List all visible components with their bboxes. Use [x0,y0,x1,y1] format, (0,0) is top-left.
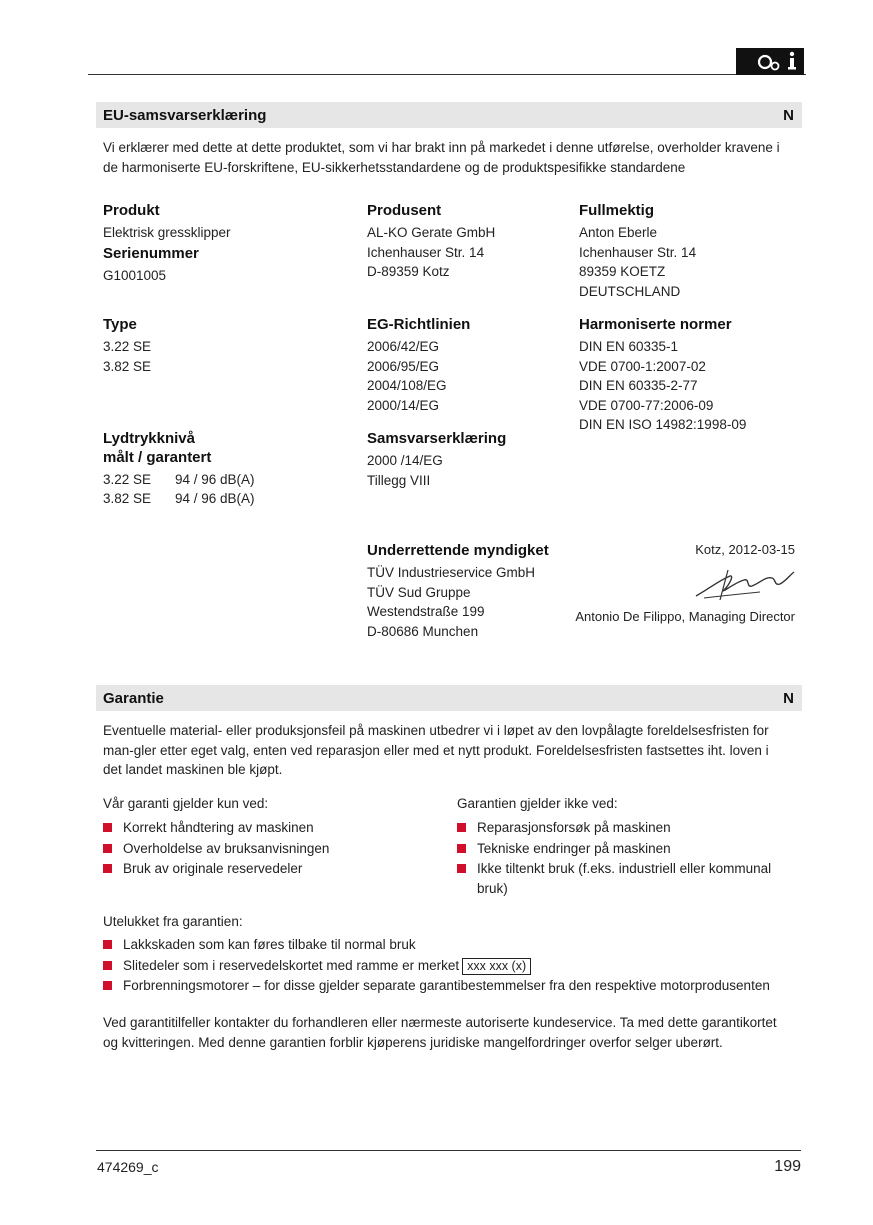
lyd-value: 94 / 96 dB(A) [175,491,255,506]
not-applies-title: Garantien gjelder ikke ved: [457,796,618,811]
lyd-label: Lydtrykknivå [103,430,195,447]
norm-item: VDE 0700-77:2006-09 [579,397,714,413]
myndighet-line: Westendstraße 199 [367,604,485,619]
richtlinie-item: 2004/108/EG [367,378,447,393]
list-item [457,859,777,898]
produsent-line: D-89359 Kotz [367,264,450,279]
eu-intro: Vi erklærer med dette at dette produktet, som vi har brakt inn på markedet i denne utførelse, overholder kravene i de harmoniserte EU-forskriftene, EU-sikkerhetsstandardene og de produktspesifikke standardene [103,140,780,175]
bullet-square-icon [457,823,466,832]
footer-rule [96,1150,801,1151]
richtlinie-item: 2006/42/EG [367,339,440,354]
garanti-language-tag: N [783,690,794,707]
produsent-label: Produsent [367,202,442,219]
richtlinien-list [367,337,447,415]
normer-label: Harmoniserte normer [579,316,732,333]
signature-image [690,566,800,606]
list-item [103,859,433,879]
produsent-line: Ichenhauser Str. 14 [367,244,485,260]
bullet-square-icon [457,844,466,853]
lyd-row [103,489,255,509]
norm-item: VDE 0700-1:2007-02 [579,358,706,374]
produkt-label: Produkt [103,202,160,219]
list-item-text: Ikke tiltenkt bruk (f.eks. industriell eller kommunal bruk) [477,861,772,896]
myndighet-line: D-80686 Munchen [367,623,479,639]
place-date: Kotz, 2012-03-15 [695,542,795,557]
bullet-square-icon [457,864,466,873]
list-item-text: Bruk av originale reservedeler [123,861,303,876]
fullmektig-label: Fullmektig [579,202,655,219]
fullmektig-line: 89359 KOETZ [579,264,666,279]
lyd-value: 94 / 96 dB(A) [175,472,255,487]
bullet-square-icon [103,844,112,853]
applies-title: Vår garanti gjelder kun ved: [103,796,269,811]
list-item-text: Lakkskaden som kan føres tilbake til normal bruk [123,937,416,952]
myndighet-label: Underrettende myndigket [367,542,549,559]
list-item [103,976,793,996]
lyd-model: 3.22 SE [103,472,152,487]
list-item-text: Forbrenningsmotorer – for disse gjelder separate garantibestemmelser fra den respektive motorprodusenten [123,978,770,993]
norm-item: DIN EN 60335-1 [579,339,679,354]
list-item [103,956,793,976]
gear-info-icon [736,48,804,75]
list-item [103,935,793,955]
samsvar-list [367,451,443,490]
excluded-list [103,935,793,997]
garanti-section-title: Garantie [103,690,164,707]
list-item [457,839,777,859]
eu-section-title: EU-samsvarserklæring [103,107,267,124]
bullet-square-icon [103,823,112,832]
lyd-sublabel: målt / garantert [103,449,212,466]
page-number: 199 [774,1158,801,1175]
excluded-title: Utelukket fra garantien: [103,914,243,929]
list-item-text: Tekniske endringer på maskinen [477,840,671,856]
type-item: 3.82 SE [103,358,152,374]
garanti-section-header [96,685,802,711]
fullmektig-line: DEUTSCHLAND [579,283,681,299]
fullmektig-address [579,223,696,301]
richtlinie-item: 2000/14/EG [367,397,440,413]
samsvar-item: 2000 /14/EG [367,453,443,468]
serienummer-label: Serienummer [103,245,199,262]
list-item-text: Overholdelse av bruksanvisningen [123,840,330,856]
type-item: 3.22 SE [103,339,152,354]
garanti-intro: Eventuelle material- eller produksjonsfeil på maskinen utbedrer vi i løpet av den lovpålagte foreldelsesfristen for man-gler etter eget valg, enten ved reparasjon eller med et nytt produkt. Foreldelsesfristen fastsettes iht. loven i det landet maskinen ble kjøpt. [103,723,769,777]
garanti-closing: Ved garantitilfeller kontakter du forhandleren eller nærmeste autoriserte kundeservice. Ta med dette garantikortet og kvitteringen. Med denne garantien forblir kjøperens juridiske mangelfordringer overfor selger uberørt. [103,1015,777,1050]
bullet-square-icon [103,981,112,990]
applies-list [103,818,433,880]
list-item-text [123,956,531,976]
normer-list [579,337,746,435]
myndighet-address [367,563,535,641]
bullet-square-icon [103,961,112,970]
eu-section-header [96,102,802,128]
norm-item: DIN EN 60335-2-77 [579,378,698,393]
bullet-square-icon [103,940,112,949]
list-item [103,818,433,838]
produsent-line: AL-KO Gerate GmbH [367,225,496,240]
doc-number: 474269_c [97,1159,159,1175]
type-label: Type [103,316,137,333]
fullmektig-line: Ichenhauser Str. 14 [579,244,697,260]
not-applies-list [457,818,777,899]
norm-item: DIN EN ISO 14982:1998-09 [579,417,747,432]
list-item-text: Korrekt håndtering av maskinen [123,820,314,835]
signatory: Antonio De Filippo, Managing Director [575,609,795,624]
list-item [103,839,433,859]
lyd-row [103,470,255,490]
samsvar-item: Tillegg VIII [367,472,431,488]
serienummer-value: G1001005 [103,268,167,283]
type-list [103,337,151,376]
list-item-text: Reparasjonsforsøk på maskinen [477,820,671,835]
richtlinie-item: 2006/95/EG [367,358,440,374]
fullmektig-line: Anton Eberle [579,225,658,240]
produsent-address [367,223,495,282]
myndighet-line: TÜV Sud Gruppe [367,584,471,600]
eu-language-tag: N [783,107,794,124]
lyd-model: 3.82 SE [103,491,152,506]
header-rule [88,74,806,75]
produkt-value: Elektrisk gressklipper [103,225,231,240]
part-mark-box: xxx xxx (x) [462,958,531,975]
myndighet-line: TÜV Industrieservice GmbH [367,565,536,580]
bullet-square-icon [103,864,112,873]
list-item [457,818,777,838]
samsvar-label: Samsvarserklæring [367,430,507,447]
excluded-2-text: Slitedeler som i reservedelskortet med ramme er merket [123,957,460,973]
header-badge [736,48,804,75]
richtlinien-label: EG-Richtlinien [367,316,471,333]
